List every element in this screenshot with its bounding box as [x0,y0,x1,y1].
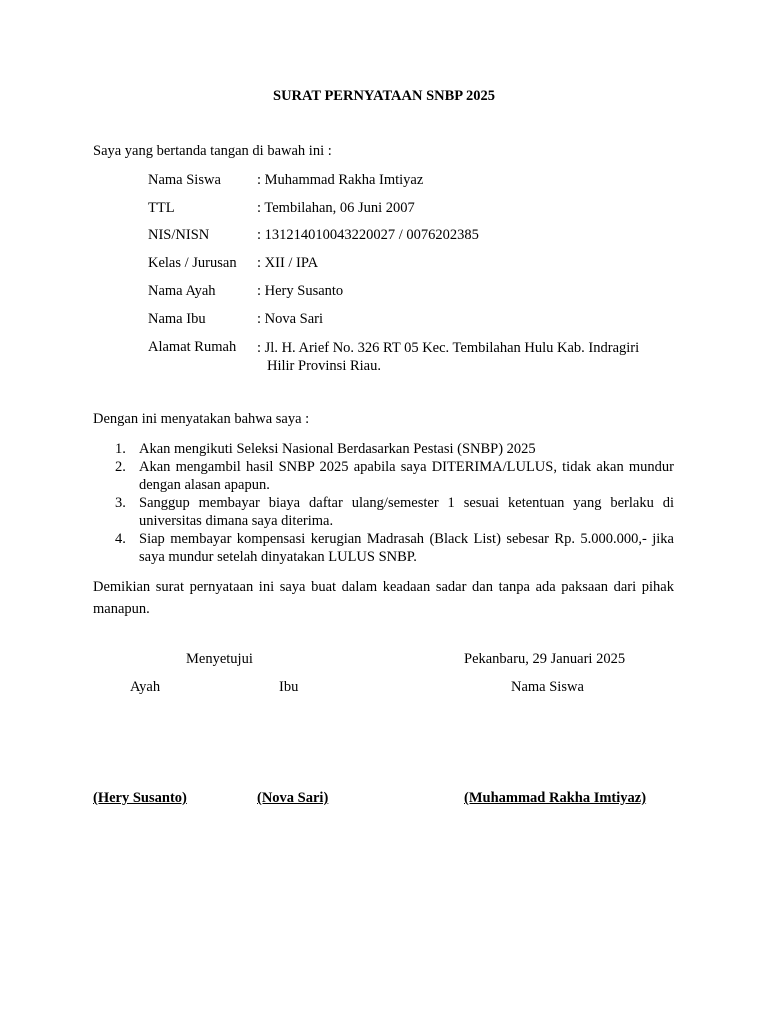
list-item [93,458,674,494]
field-value-nis-nisn: : 131214010043220027 / 0076202385 [257,227,479,243]
field-value-nama-ayah: : Hery Susanto [257,283,344,299]
declaration-list [93,440,674,566]
student-role-label: Nama Siswa [511,679,584,695]
address-line-1: : Jl. H. Arief No. 326 RT 05 Kec. Tembilahan Hulu Kab. Indragiri [257,340,640,356]
student-signature-name: (Muhammad Rakha Imtiyaz) [464,790,647,806]
field-label-nis-nisn: NIS/NISN [148,227,210,243]
list-item-number: 2. [115,459,126,475]
father-role-label: Ayah [130,679,161,695]
field-label-nama-ibu: Nama Ibu [148,311,206,327]
document-title: SURAT PERNYATAAN SNBP 2025 [273,88,495,104]
list-item-number: 4. [115,531,126,547]
list-item [93,494,674,530]
list-item [93,440,674,458]
list-item [93,530,674,566]
field-value-alamat-rumah [257,339,674,375]
father-signature-name: (Hery Susanto) [93,790,187,806]
field-value-kelas-jurusan: : XII / IPA [257,255,319,271]
field-label-alamat-rumah: Alamat Rumah [148,339,237,355]
field-value-nama-ibu: : Nova Sari [257,311,324,327]
declaration-intro: Dengan ini menyatakan bahwa saya : [93,411,310,427]
field-label-nama-siswa: Nama Siswa [148,172,221,188]
field-value-ttl: : Tembilahan, 06 Juni 2007 [257,200,415,216]
place-date: Pekanbaru, 29 Januari 2025 [464,651,626,667]
field-label-nama-ayah: Nama Ayah [148,283,216,299]
field-label-ttl: TTL [148,200,175,216]
approval-label: Menyetujui [186,651,253,667]
list-item-text: Akan mengambil hasil SNBP 2025 apabila saya DITERIMA/LULUS, tidak akan mundur dengan alasan apapun. [139,459,674,493]
list-item-text: Siap membayar kompensasi kerugian Madrasah (Black List) sebesar Rp. 5.000.000,- jika saya mundur setelah dinyatakan LULUS SNBP. [139,531,674,565]
field-value-nama-siswa: : Muhammad Rakha Imtiyaz [257,172,424,188]
list-item-text: Akan mengikuti Seleksi Nasional Berdasarkan Pestasi (SNBP) 2025 [139,441,536,457]
closing-paragraph: Demikian surat pernyataan ini saya buat dalam keadaan sadar dan tanpa ada paksaan dari pihak manapun. [93,579,674,617]
intro-text: Saya yang bertanda tangan di bawah ini : [93,143,332,159]
mother-signature-name: (Nova Sari) [257,790,329,806]
list-item-number: 1. [115,441,126,457]
mother-role-label: Ibu [279,679,299,695]
address-line-2: Hilir Provinsi Riau. [267,358,381,374]
field-label-kelas-jurusan: Kelas / Jurusan [148,255,237,271]
list-item-number: 3. [115,495,126,511]
list-item-text: Sanggup membayar biaya daftar ulang/semester 1 sesuai ketentuan yang berlaku di universitas dimana saya diterima. [139,495,674,529]
